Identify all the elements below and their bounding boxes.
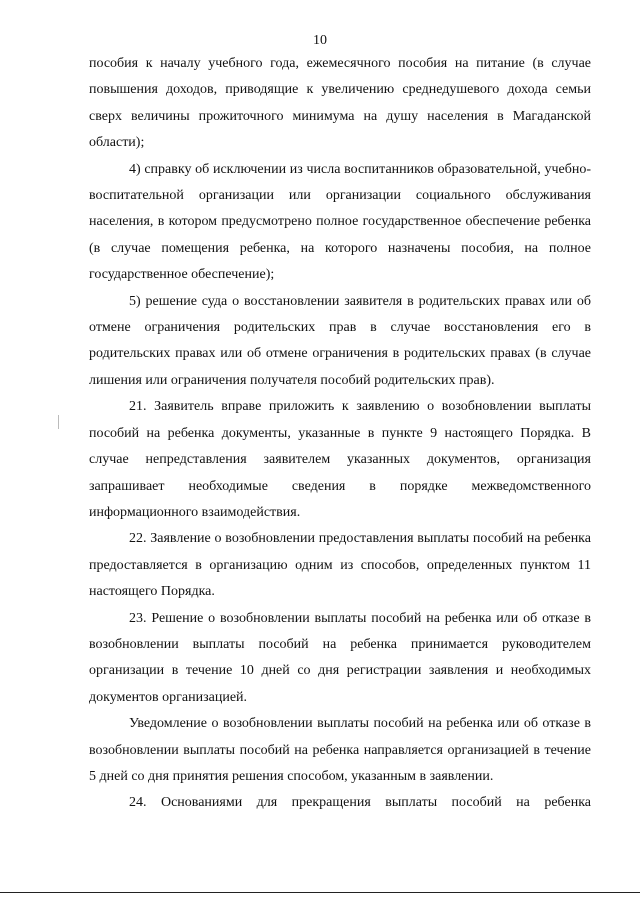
paragraph-item-5: 5) решение суда о восстановлении заявителя в родительских правах или об отмене ограничения родительских прав в случае восстановления его в родительских правах или об отмене ограничения в родительских правах (в случае лишения или ограничения получателя пособий родительских прав). [89,293,591,388]
page-bottom-edge [0,892,640,893]
page-number: 10 [313,33,327,48]
paragraph-continuation: пособия к началу учебного года, ежемесячного пособия на питание (в случае повышения доходов, приводящие к увеличению среднедушевого дохода семьи сверх величины прожиточного минимума на душу населения в Магаданской области); [89,56,591,151]
paragraph-notification: Уведомление о возобновлении выплаты пособий на ребенка или об отказе в возобновлении выплаты пособий на ребенка направляется организацией в течение 5 дней со дня принятия решения способом, указанным в заявлении. [89,716,591,784]
paragraph-21: 21. Заявитель вправе приложить к заявлению о возобновлении выплаты пособий на ребенка документы, указанные в пункте 9 настоящего Порядка. В случае непредставления заявителем указанных документов, организация запрашивает необходимые сведения в порядке межведомственного информационного взаимодействия. [89,399,591,520]
margin-mark [58,415,59,429]
paragraph-item-4: 4) справку об исключении из числа воспитанников образовательной, учебно-воспитательной организации или организации социального обслуживания населения, в котором предусмотрено полное государственное обеспечение ребенка (в случае помещения ребенка, на которого назначены пособия, на полное государственное обеспечение); [89,161,591,283]
paragraph-23: 23. Решение о возобновлении выплаты пособий на ребенка или об отказе в возобновлении выплаты пособий на ребенка принимается руководителем организации в течение 10 дней со дня регистрации заявления и необходимых документов организацией. [89,610,591,705]
paragraph-22: 22. Заявление о возобновлении предоставления выплаты пособий на ребенка предоставляется в организацию одним из способов, определенных пунктом 11 настоящего Порядка. [89,531,591,600]
document-body [89,51,591,817]
paragraph-24: 24. Основаниями для прекращения выплаты пособий на ребенка [129,795,591,811]
